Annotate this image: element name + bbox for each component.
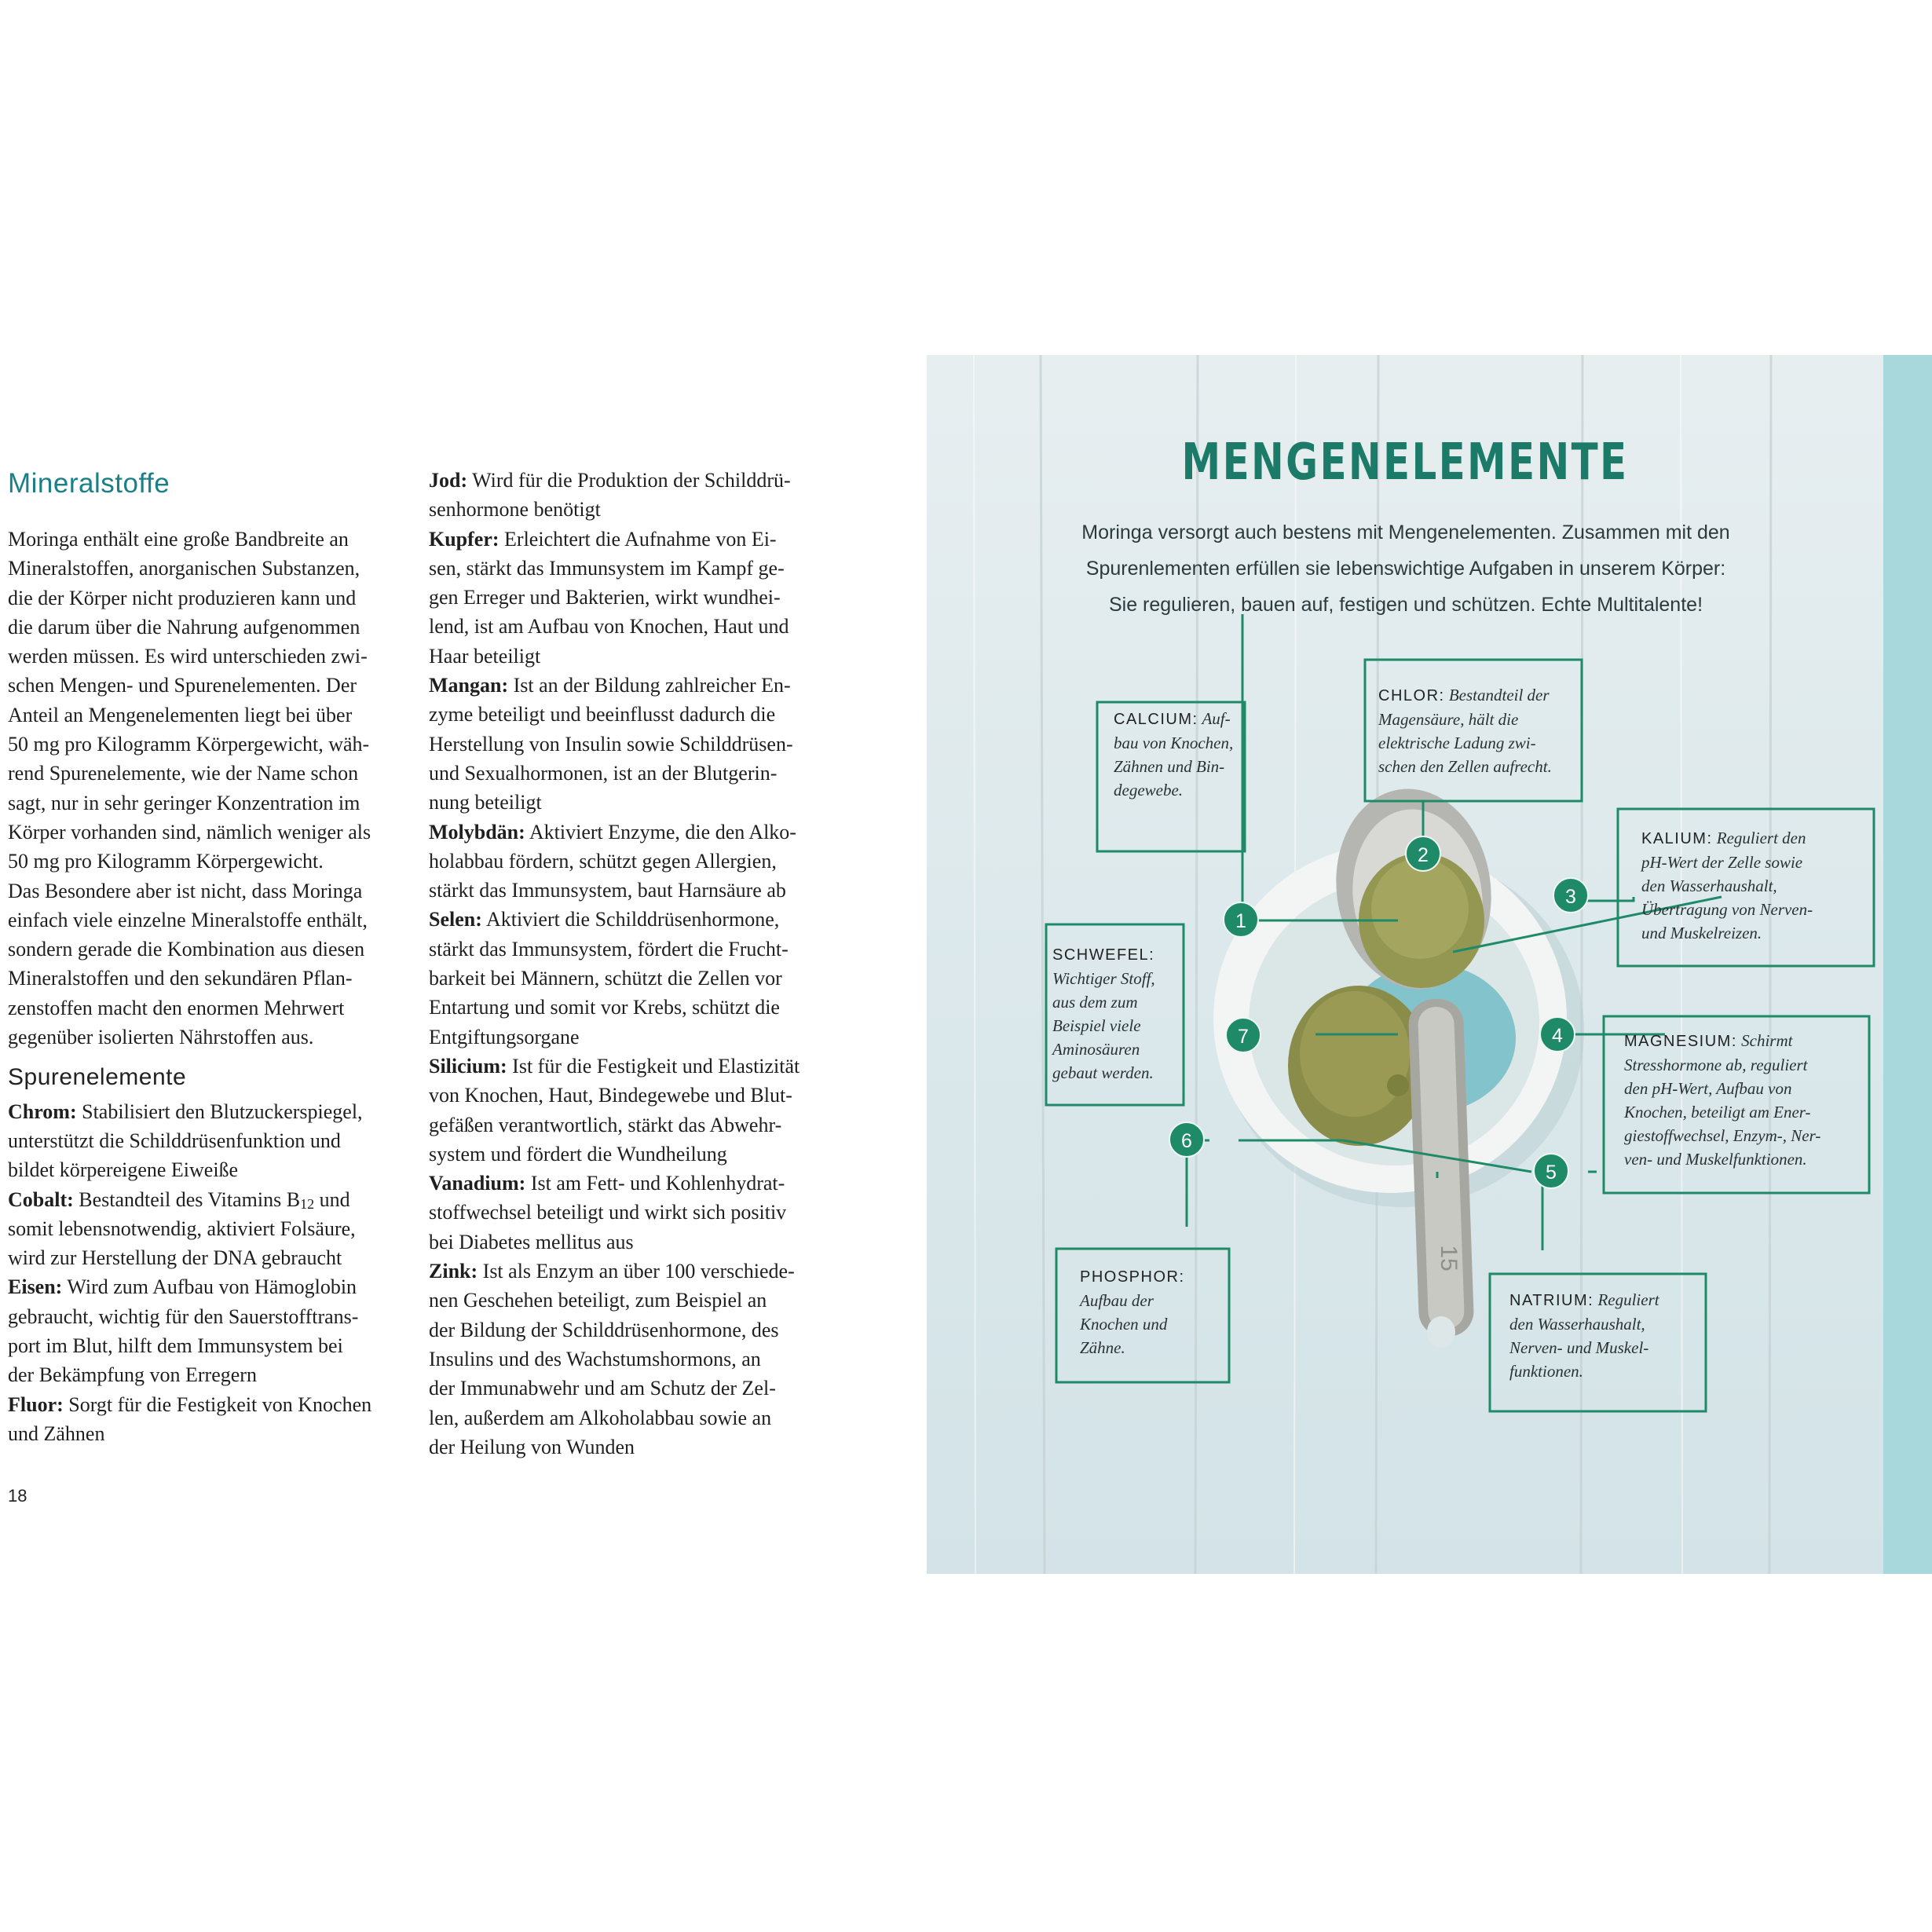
entry-kupfer: Kupfer: Erleichtert die Aufnahme von Ei- sen, stärkt das Immunsystem im Kampf ge- gen Erreger und Bakterien, wirkt wundhei- lend, ist am Aufbau von Knochen, Haut und Haar beteiligt [429,527,789,668]
entry-cobalt: Cobalt: Bestandteil des Vitamins $B_{12}$ und somit lebensnotwendig, aktiviert Folsäure, wird zur Herstellung der DNA gebraucht [8,1187,356,1270]
text-column-2 [429,466,831,1462]
entry-mangan: Mangan: Ist an der Bildung zahlreicher En- zyme beteiligt und beeinflusst dadurch die Herstellung von Insulin sowie Schilddrüsen- und Sexualhormonen, ist an der Blutgerin- nung beteiligt [429,674,793,814]
entry-silicium: Silicium: Ist für die Festigkeit und Elastizität von Knochen, Haut, Bindegewebe und Blut- gefäßen verantwortlich, stärkt das Abwehr- system und fördert die Wundheilung [429,1054,800,1165]
callout-chlor: CHLOR: Bestandteil der Magensäure, hält die elektrische Ladung zwi- schen den Zellen aufrecht. [1378,686,1552,776]
marker-3: 3 [1553,877,1589,913]
marker-2: 2 [1405,836,1441,872]
infographic-intro: Moringa versorgt auch bestens mit Mengenelementen. Zusammen mit den Spurenlementen erfüllen sie lebenswichtige Aufgaben in unserem Körper: Sie regulieren, bauen auf, festigen und schützen. Echte Multitalente! [1081,521,1730,616]
intro-paragraph: Moringa enthält eine große Bandbreite an Mineralstoffen, anorganischen Substanzen, die der Körper nicht produzieren kann und die darum über die Nahrung aufgenommen werden müssen. Es wird unterschieden zwi- schen Mengen- und Spurenelementen. Der Anteil an Mengenelementen liegt bei über 50 mg pro Kilogramm Körpergewicht, wäh- rend Spurenelemente, wie der Name schon sagt, nur in sehr geringer Konzentration im Körper vorhanden sind, nämlich weniger als 50 mg pro Kilogramm Körpergewicht. Das Besondere aber ist nicht, dass Moringa einfach viele einzelne Mineralstoffe enthält, sondern gerade die Kombination aus diesen Mineralstoffen und den sekundären Pflan- zenstoffen macht den enormen Mehrwert gegenüber isolierten Nährstoffen aus. [8,528,371,1049]
text-column-1 [8,525,401,1448]
entry-eisen: Eisen: Wird zum Aufbau von Hämoglobin gebraucht, wichtig für den Sauerstofftrans- port im Blut, hilft dem Immunsystem bei der Bekämpfung von Erregern [8,1275,359,1387]
marker-1: 1 [1223,902,1259,938]
marker-6: 6 [1169,1122,1205,1158]
page-number: 18 [8,1486,27,1506]
entry-fluor: Fluor: Sorgt für die Festigkeit von Knochen und Zähnen [8,1392,372,1445]
entry-vanadium: Vanadium: Ist am Fett- und Kohlenhydrat- stoffwechsel beteiligt und wirkt sich positiv bei Diabetes mellitus aus [429,1172,787,1253]
callout-natrium: NATRIUM: Reguliert den Wasserhaushalt, Nerven- und Muskel- funktionen. [1509,1290,1659,1381]
callout-magnesium: MAGNESIUM: Schirmt Stresshormone ab, reguliert den pH-Wert, Aufbau von Knochen, beteiligt am Ener- giestoffwechsel, Enzym-, Ner- ven- und Muskelfunktionen. [1624,1031,1821,1169]
marker-7: 7 [1225,1017,1261,1053]
marker-4: 4 [1539,1016,1575,1052]
marker-5: 5 [1533,1153,1569,1189]
callout-kalium: KALIUM: Reguliert den pH-Wert der Zelle sowie den Wasserhaushalt, Übertragung von Nerven- und Muskelreizen. [1641,829,1813,942]
entry-jod: Jod: Wird für die Produktion der Schilddrü- senhormone benötigt [429,469,791,521]
subheading-spurenelemente: Spurenelemente [8,1064,187,1091]
callout-phosphor: PHOSPHOR: Aufbau der Knochen und Zähne. [1080,1268,1185,1357]
section-heading: Mineralstoffe [8,468,170,499]
infographic-photo [927,355,1883,1574]
spoon-marking: 15 [1436,1245,1462,1272]
entry-molybdaen: Molybdän: Aktiviert Enzyme, die den Alko- holabbau fördern, schützt gegen Allergien, stärkt das Immunsystem, baut Harnsäure ab [429,820,796,902]
page-edge-strip [1883,355,1932,1574]
entry-chrom: Chrom: Stabilisiert den Blutzuckerspiegel, unterstützt die Schilddrüsenfunktion und bildet körpereigene Eiweiße [8,1100,363,1182]
entry-zink: Zink: Ist als Enzym an über 100 verschiede- nen Geschehen beteiligt, zum Beispiel an der Bildung der Schilddrüsenhormone, des Insulins und des Wachstumshormons, an der Immunabwehr und am Schutz der Zel- len, außerdem am Alkoholabbau sowie an der Heilung von Wunden [429,1260,795,1458]
callout-calcium: CALCIUM: Auf- bau von Knochen, Zähnen und Bin- degewebe. [1114,709,1234,800]
infographic-title: MENGENELEMENTE [1181,434,1629,492]
entry-selen: Selen: Aktiviert die Schilddrüsenhormone, stärkt das Immunsystem, fördert die Frucht- barkeit bei Männern, schützt die Zellen vor Entartung und somit vor Krebs, schützt die Entgiftungsorgane [429,908,789,1048]
callout-schwefel: SCHWEFEL: Wichtiger Stoff, aus dem zum Beispiel viele Aminosäuren gebaut werden. [1052,946,1155,1082]
